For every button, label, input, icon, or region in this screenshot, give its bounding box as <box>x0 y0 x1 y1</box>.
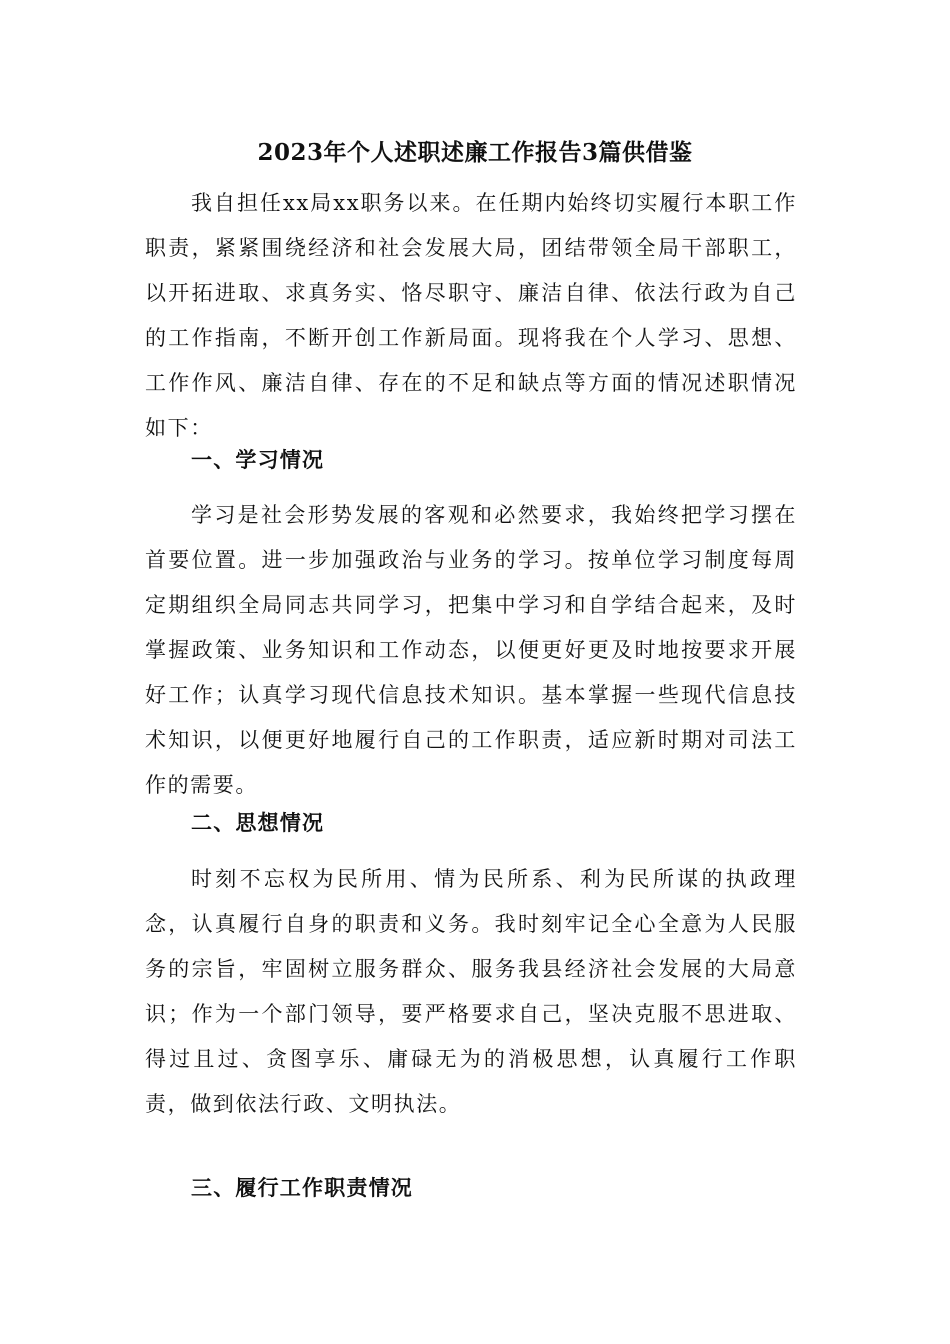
section-body-study: 学习是社会形势发展的客观和必然要求，我始终把学习摆在首要位置。进一步加强政治与业务的学习。按单位学习制度每周定期组织全局同志共同学习，把集中学习和自学结合起来，及时掌握政策、业务知识和工作动态，以便更好更及时地按要求开展好工作；认真学习现代信息技术知识。基本掌握一些现代信息技术知识，以便更好地履行自己的工作职责，适应新时期对司法工作的需要。 <box>145 503 797 797</box>
section-body-thought: 时刻不忘权为民所用、情为民所系、利为民所谋的执政理念，认真履行自身的职责和义务。我时刻牢记全心全意为人民服务的宗旨，牢固树立服务群众、服务我县经济社会发展的大局意识；作为一个部门领导，要严格要求自己，坚决克服不思进取、得过且过、贪图享乐、庸碌无为的消极思想，认真履行工作职责，做到依法行政、文明执法。 <box>145 867 797 1116</box>
intro-paragraph: 我自担任xx局xx职务以来。在任期内始终切实履行本职工作职责，紧紧围绕经济和社会发展大局，团结带领全局干部职工，以开拓进取、求真务实、恪尽职守、廉洁自律、依法行政为自己的工作指南，不断开创工作新局面。现将我在个人学习、思想、工作作风、廉洁自律、存在的不足和缺点等方面的情况述职情况如下： <box>145 191 797 440</box>
document-title: 2023年个人述职述廉工作报告3篇供借鉴 <box>257 139 693 166</box>
section-heading-thought: 二、思想情况 <box>191 810 325 835</box>
section-heading-study: 一、学习情况 <box>191 447 325 472</box>
section-heading-duties: 三、履行工作职责情况 <box>191 1175 413 1200</box>
